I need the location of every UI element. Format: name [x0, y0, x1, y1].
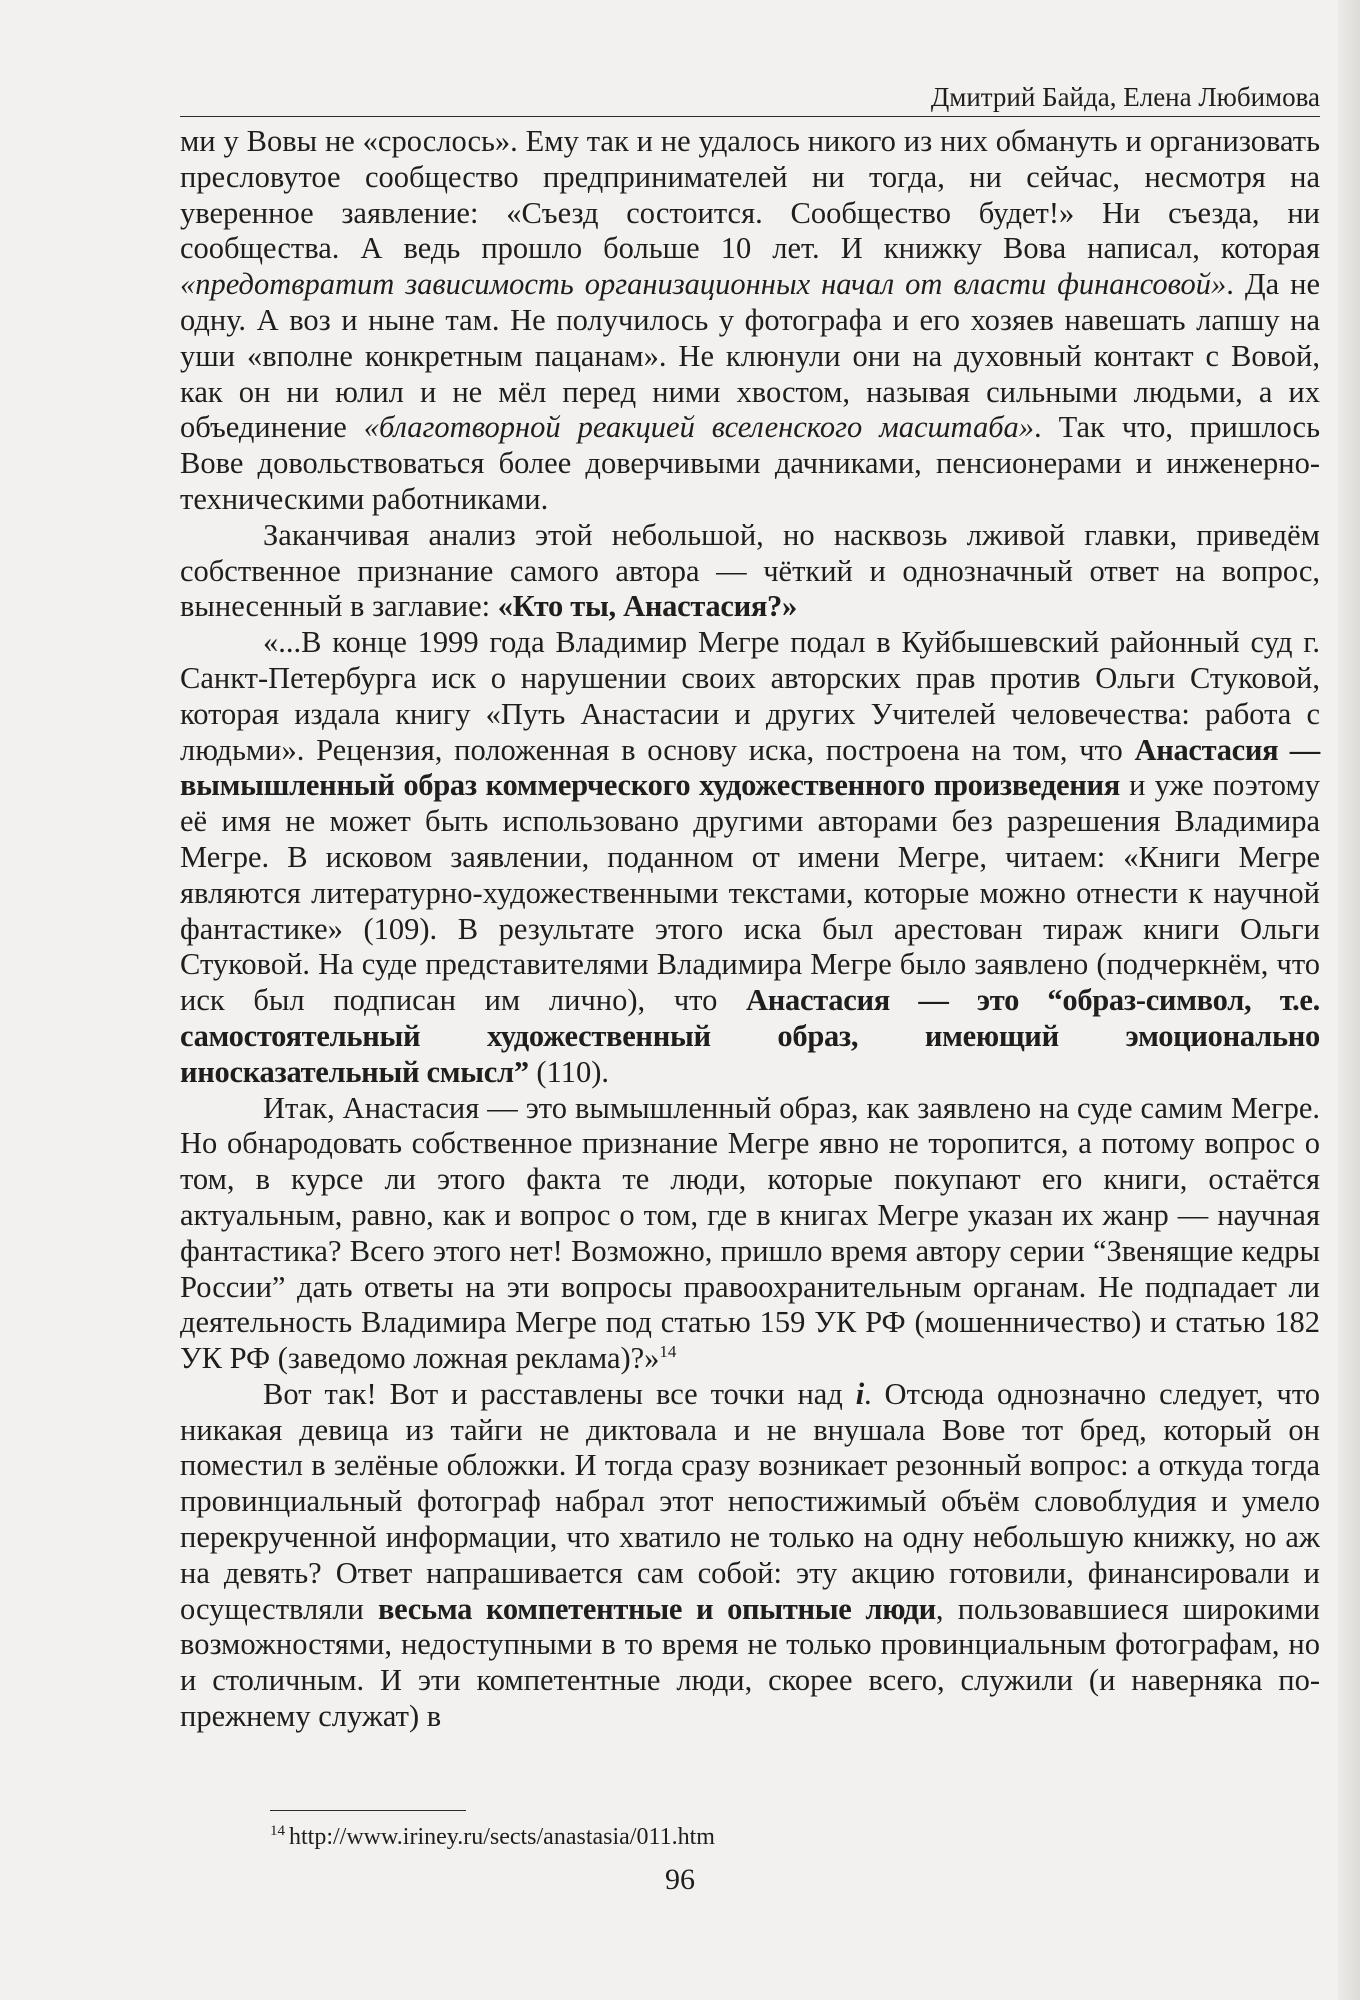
footnote-rule	[270, 1810, 466, 1811]
text-run: Итак, Анастасия — это вымышленный образ, как заявлено на суде самим Мегре. Но обнародовать собственное признание Мегре явно не торопится, а потому вопрос о том, в курсе ли этого факта те люди, которые покупают его книги, остаётся актуальным, равно, как и вопрос о том, где в книгах Мегре указан их жанр — научная фантастика? Всего этого нет! Возможно, пришло время автору серии “Звенящие кедры России” дать ответы на эти вопросы правоохранительным органам. Не подпадает ли деятельность Владимира Мегре под статью 159 УК РФ (мошенничество) и статью 182 УК РФ (заведомо ложная реклама)?»	[180, 1090, 1320, 1376]
paragraph	[180, 518, 1320, 625]
bold-text: весьма компетентные и опытные люди	[378, 1591, 936, 1626]
paragraph	[180, 124, 1320, 518]
text-run: (110).	[528, 1054, 609, 1089]
text-run: «...В конце 1999 года Владимир Мегре подал в Куйбышевский районный суд г. Санкт-Петербурга иск о нарушении своих авторских прав против Ольги Стуковой, которая издала книгу «Путь Анастасии и других Учителей человечества: работа с людьми». Рецензия, положенная в основу иска, построена на том, что	[180, 625, 1320, 767]
text-run: , пользовавшиеся широкими возможностями, недоступными в то время не только провинциальным фотографам, но и столичным. И эти компетентные люди, скорее всего, служили (и наверняка по-прежнему служат) в	[180, 1591, 1320, 1734]
italic-text: «предотвратит зависимость организационных начал от власти финансовой»	[180, 267, 1227, 302]
footnote	[270, 1822, 1170, 1852]
page-edge	[1338, 0, 1360, 2000]
bold-text: Анастасия — это “образ-символ, т.е. самостоятельный художественный образ, имеющий эмоционально иносказательный смысл”	[180, 983, 1320, 1089]
header-rule	[180, 116, 1320, 117]
footnote-number: 14	[270, 1823, 285, 1839]
body-text	[180, 124, 1320, 1735]
paragraph	[180, 1377, 1320, 1735]
bold-text: Анастасия — вымышленный образ коммерческого художественного произведения	[180, 732, 1320, 803]
footnote-reference: 14	[659, 1341, 677, 1361]
paragraph	[180, 1091, 1320, 1377]
footnote-text[interactable]: http://www.iriney.ru/sects/anastasia/011.htm	[289, 1824, 715, 1850]
text-run: i	[855, 1376, 864, 1411]
header-authors: Дмитрий Байда, Елена Любимова	[930, 82, 1320, 112]
text-run: ми у Вовы не «срослось». Ему так и не удалось никого из них обмануть и организовать пресловутое сообщество предпринимателей ни тогда, ни сейчас, несмотря на уверенное заявление: «Съезд состоится. Сообщество будет!» Ни съезда, ни сообщества. А ведь прошло больше 10 лет. И книжку Вова написал, которая	[180, 124, 1320, 266]
bold-text: «Кто ты, Анастасия?»	[497, 589, 797, 624]
text-run: . Да не одну. А воз и ныне там. Не получилось у фотографа и его хозяев навешать лапшу на уши «вполне конкретным пацанам». Не клюнули они на духовный контакт с Вовой, как он ни юлил и не мёл перед ними хвостом, называя сильными людьми, а их объединение	[180, 267, 1320, 445]
text-run: . Отсюда однозначно следует, что никакая девица из тайги не диктовала и не внушала Вове тот бред, который он поместил в зелёные обложки. И тогда сразу возникает резонный вопрос: а откуда тогда провинциальный фотограф набрал этот непостижимый объём словоблудия и умело перекрученной информации, что хватило не только на одну небольшую книжку, но аж на девять? Ответ напрашивается сам собой: эту акцию готовили, финансировали и осуществляли	[180, 1376, 1320, 1626]
paragraph	[180, 625, 1320, 1090]
text-run: и уже поэтому её имя не может быть использовано другими авторами без разрешения Владимира Мегре. В исковом заявлении, поданном от имени Мегре, читаем: «Книги Мегре являются литературно-художественными текстами, которые можно отнести к научной фантастике» (109). В результате этого иска был арестован тираж книги Ольги Стуковой. На суде представителями Владимира Мегре было заявлено (подчеркнём, что иск был подписан им лично), что	[180, 768, 1321, 1018]
running-header	[180, 80, 1320, 114]
text-run: Вот так! Вот и расставлены все точки над	[263, 1376, 856, 1411]
text-run: Заканчивая анализ этой небольшой, но насквозь лживой главки, приведём собственное признание самого автора — чёткий и однозначный ответ на вопрос, вынесенный в заглавие:	[180, 517, 1320, 624]
italic-text: «благотворной реакцией вселенского масштаба»	[363, 410, 1035, 445]
text-run: . Так что, пришлось Вове довольствоваться более доверчивыми дачниками, пенсионерами и инженерно-техническими работниками.	[180, 410, 1320, 516]
page-number: 96	[665, 1863, 695, 1896]
